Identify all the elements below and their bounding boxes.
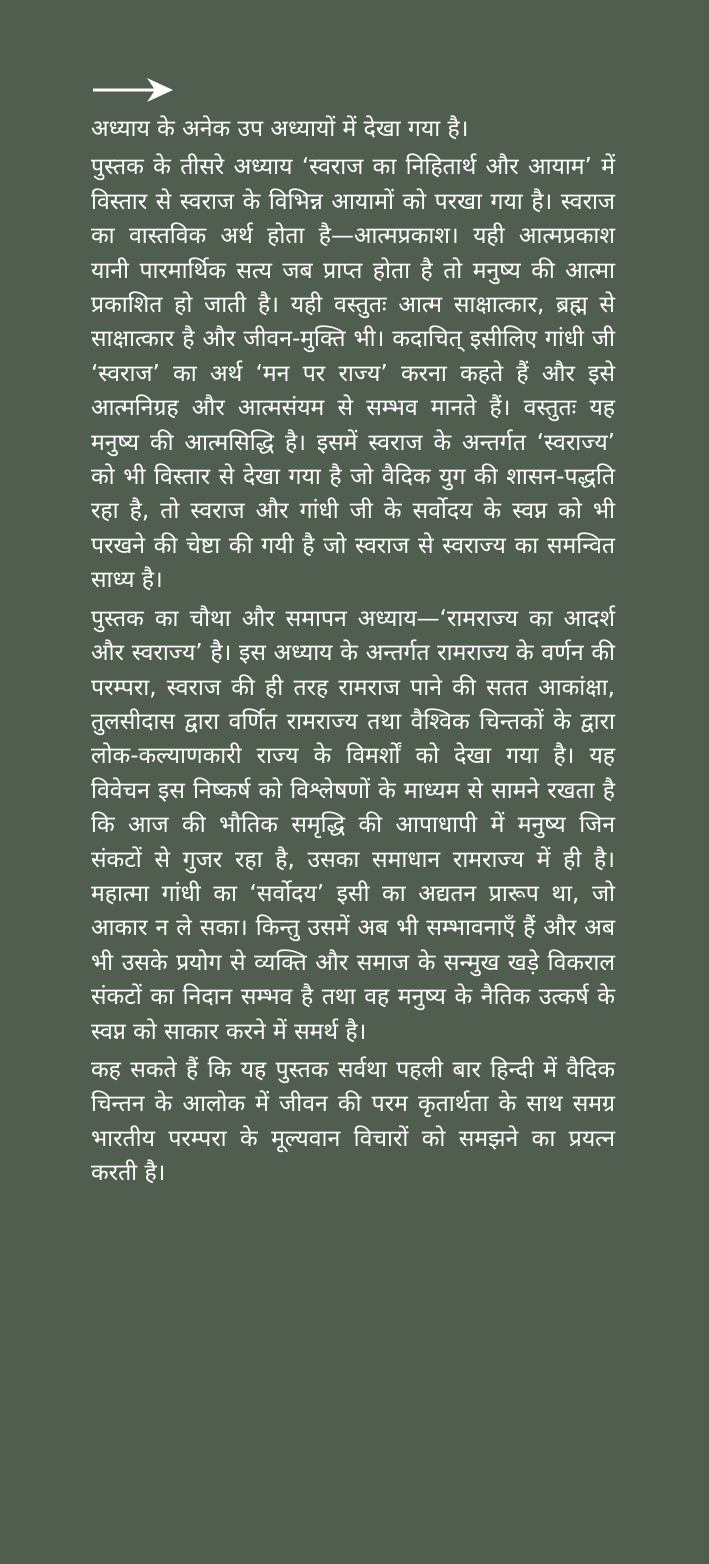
paragraph-intro-continuation: अध्याय के अनेक उप अध्यायों में देखा गया है। (91, 116, 469, 142)
description-text (91, 112, 615, 1195)
paragraph-chapter-three: पुस्तक के तीसरे अध्याय ‘स्वराज का निहितार्थ और आयाम’ में विस्तार से स्वराज के विभिन्न आयामों को परखा गया है। स्वराज का वास्तविक अर्थ होता है—आत्मप्रकाश। यही आत्मप्रकाश यानी पारमार्थिक सत्य जब प्राप्त होता है तो मनुष्य की आत्मा प्रकाशित हो जाती है। यही वस्तुतः आत्म साक्षात्कार, ब्रह्म से साक्षात्कार है और जीवन-मुक्ति भी। कदाचित् इसीलिए गांधी जी ‘स्वराज’ का अर्थ ‘मन पर राज्य’ करना कहते हैं और इसे आत्मनिग्रह और आत्मसंयम से सम्भव मानते हैं। वस्तुतः यह मनुष्य की आत्मसिद्धि है। इसमें स्वराज के अन्तर्गत ‘स्वराज्य’ को भी विस्तार से देखा गया है जो वैदिक युग की शासन-पद्धति रहा है, तो स्वराज और गांधी जी के सर्वोदय के स्वप्न को भी परखने की चेष्टा की गयी है जो स्वराज से स्वराज्य का समन्वित साध्य है। (91, 154, 615, 594)
paragraph-chapter-four: पुस्तक का चौथा और समापन अध्याय—‘रामराज्य का आदर्श और स्वराज्य’ है। इस अध्याय के अन्तर्गत रामराज्य के वर्णन की परम्परा, स्वराज की ही तरह रामराज पाने की सतत आकांक्षा, तुलसीदास द्वारा वर्णित रामराज्य तथा वैश्विक चिन्तकों के द्वारा लोक-कल्याणकारी राज्य के विमर्शों को देखा गया है। यह विवेचन इस निष्कर्ष को विश्लेषणों के माध्यम से सामने रखता है कि आज की भौतिक समृद्धि की आपाधापी में मनुष्य जिन संकटों से गुजर रहा है, उसका समाधान रामराज्य में ही है। महात्मा गांधी का ‘सर्वोदय’ इसी का अद्यतन प्रारूप था, जो आकार न ले सका। किन्तु उसमें अब भी सम्भावनाएँ हैं और अब भी उसके प्रयोग से व्यक्ति और समाज के सन्मुख खड़े विकराल संकटों का निदान सम्भव है तथा वह मनुष्य के नैतिक उत्कर्ष के स्वप्न को साकार करने में समर्थ है। (91, 605, 615, 1045)
paragraph-conclusion: कह सकते हैं कि यह पुस्तक सर्वथा पहली बार हिन्दी में वैदिक चिन्तन के आलोक में जीवन की परम कृतार्थता के साथ समग्र भारतीय परम्परा के मूल्यवान विचारों को समझने का प्रयत्न करती है। (91, 1056, 615, 1187)
